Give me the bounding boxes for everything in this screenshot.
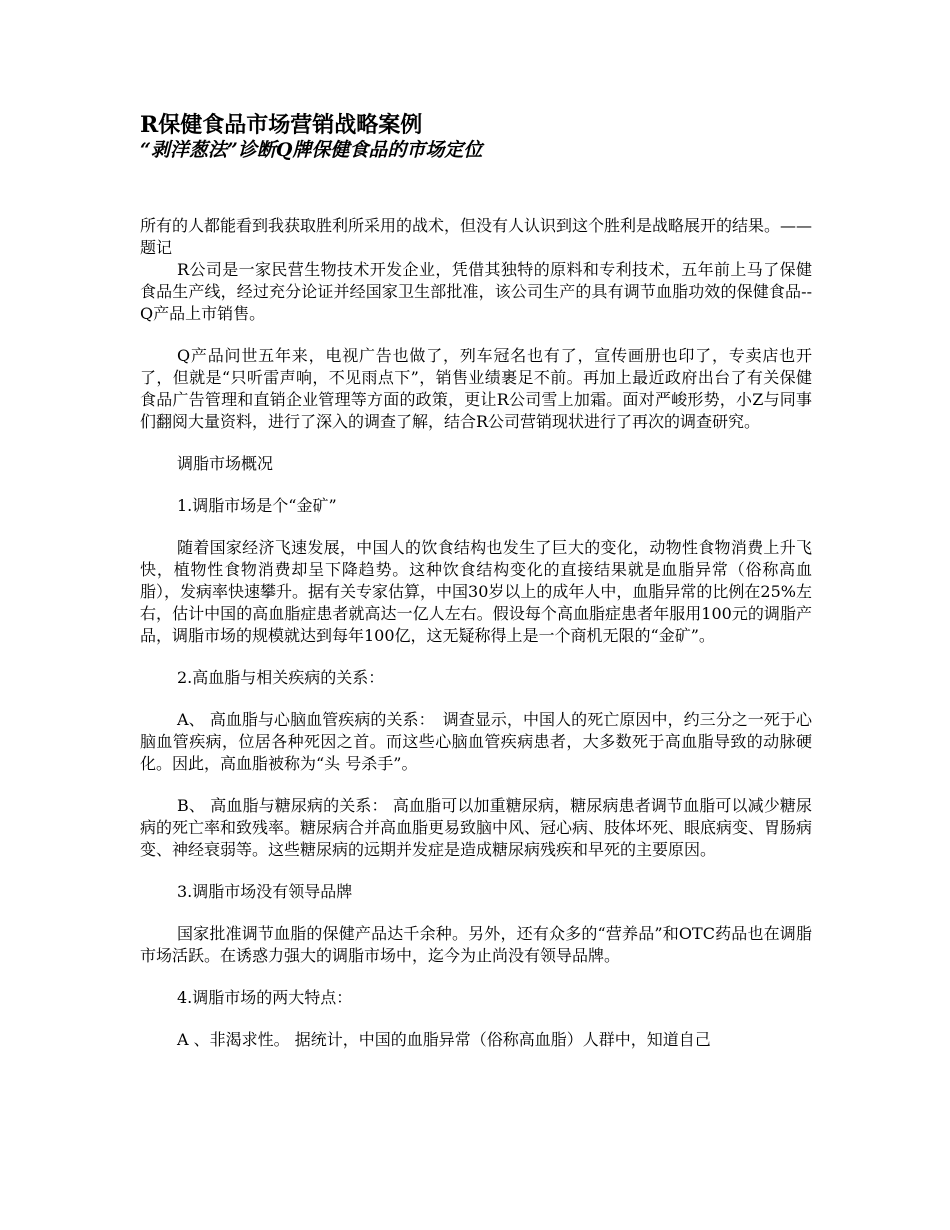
- document-page: [140, 112, 812, 1051]
- section-heading: 调脂市场概况: [177, 454, 274, 473]
- body-paragraph: R公司是一家民营生物技术开发企业，凭借其独特的原料和专利技术，五年前上马了保健食品生产线，经过充分论证并经国家卫生部批准，该公司生产的具有调节血脂功效的保健食品--Q产品上市销售。: [140, 260, 812, 323]
- document-title: R保健食品市场营销战略案例: [140, 112, 423, 138]
- body-paragraph: 随着国家经济飞速发展，中国人的饮食结构也发生了巨大的变化，动物性食物消费上升飞快，植物性食物消费却呈下降趋势。这种饮食结构变化的直接结果就是血脂异常（俗称高血脂），发病率快速攀升。据有关专家估算，中国30岁以上的成年人中，血脂异常的比例在25%左右，估计中国的高血脂症患者就高达一亿人左右。假设每个高血脂症患者年服用100元的调脂产品，调脂市场的规模就达到每年100亿，这无疑称得上是一个商机无限的“金矿”。: [140, 538, 812, 645]
- epigraph-paragraph: 所有的人都能看到我获取胜利所采用的战术，但没有人认识到这个胜利是战略展开的结果。——题记: [140, 216, 813, 257]
- body-paragraph: A 、非渴求性。 据统计，中国的血脂异常（俗称高血脂）人群中，知道自己: [177, 1030, 711, 1049]
- body-paragraph: 国家批准调节血脂的保健产品达千余种。另外，还有众多的“营养品”和OTC药品也在调脂市场活跃。在诱惑力强大的调脂市场中，迄今为止尚没有领导品牌。: [140, 924, 812, 965]
- section-heading: 3.调脂市场没有领导品牌: [177, 882, 353, 901]
- section-heading: 2.高血脂与相关疾病的关系：: [177, 668, 385, 687]
- section-heading: 4.调脂市场的两大特点：: [177, 988, 353, 1007]
- body-paragraph: A、 高血脂与心脑血管疾病的关系： 调查显示，中国人的死亡原因中，约三分之一死于心脑血管疾病，位居各种死因之首。而这些心脑血管疾病患者，大多数死于高血脂导致的动脉硬化。因此，高血脂被称为“头 号杀手”。: [140, 710, 812, 773]
- section-heading: 1.调脂市场是个“金矿”: [177, 496, 337, 515]
- body-paragraph: B、 高血脂与糖尿病的关系： 高血脂可以加重糖尿病，糖尿病患者调节血脂可以减少糖尿病的死亡率和致残率。糖尿病合并高血脂更易致脑中风、冠心病、肢体坏死、眼底病变、胃肠病变、神经衰弱等。这些糖尿病的远期并发症是造成糖尿病残疾和早死的主要原因。: [140, 796, 813, 859]
- document-subtitle: “剥洋葱法”诊断Q牌保健食品的市场定位: [140, 139, 483, 161]
- body-paragraph: Q产品问世五年来，电视广告也做了，列车冠名也有了，宣传画册也印了，专卖店也开了，但就是“只听雷声响，不见雨点下”，销售业绩裹足不前。再加上最近政府出台了有关保健食品广告管理和直销企业管理等方面的政策，更让R公司雪上加霜。面对严峻形势，小Z与同事们翻阅大量资料，进行了深入的调查了解，结合R公司营销现状进行了再次的调查研究。: [140, 346, 812, 431]
